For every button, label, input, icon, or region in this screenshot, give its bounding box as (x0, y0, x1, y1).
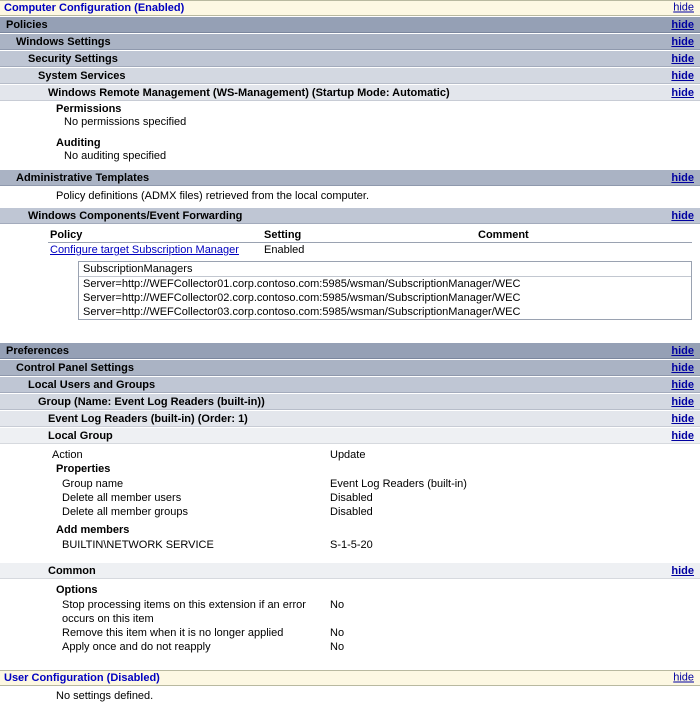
permissions-label: Permissions (56, 103, 122, 115)
section-preferences-label: Preferences (6, 345, 69, 357)
user-configuration-note: No settings defined. (56, 690, 154, 702)
section-system-services[interactable] (0, 67, 700, 84)
hide-link[interactable]: hide (671, 412, 694, 425)
property-key: Group name (62, 478, 124, 490)
hide-link[interactable]: hide (671, 395, 694, 408)
section-event-forwarding-label: Windows Components/Event Forwarding (28, 210, 243, 222)
section-preferences[interactable] (0, 342, 700, 359)
subscription-managers-header: SubscriptionManagers (79, 262, 691, 277)
section-winrm-service-label: Windows Remote Management (WS-Management) (Startup Mode: Automatic) (48, 87, 450, 99)
admx-note: Policy definitions (ADMX files) retrieved from the local computer. (56, 190, 370, 202)
section-group-order[interactable] (0, 410, 700, 427)
hide-link[interactable]: hide (671, 69, 694, 82)
option-row (0, 640, 700, 654)
section-control-panel-settings[interactable] (0, 359, 700, 376)
action-key: Action (52, 449, 83, 461)
subscription-managers-box (78, 261, 692, 320)
option-row (0, 598, 700, 626)
hide-link[interactable]: hide (671, 361, 694, 374)
property-row (0, 477, 700, 491)
section-common[interactable] (0, 562, 700, 579)
section-windows-settings-label: Windows Settings (16, 36, 111, 48)
section-group-order-label: Event Log Readers (built-in) (Order: 1) (48, 413, 248, 425)
property-row (0, 505, 700, 519)
section-control-panel-settings-label: Control Panel Settings (16, 362, 134, 374)
property-value: Event Log Readers (built-in) (330, 478, 467, 490)
property-key: Delete all member users (62, 492, 182, 504)
column-setting: Setting (262, 228, 476, 243)
table-header-row (48, 228, 692, 243)
action-value: Update (330, 449, 366, 461)
property-row (0, 491, 700, 505)
section-windows-settings[interactable] (0, 33, 700, 50)
comment-cell (476, 243, 692, 258)
permissions-value: No permissions specified (64, 116, 187, 128)
section-common-label: Common (48, 565, 96, 577)
options-label: Options (56, 584, 98, 596)
section-local-users-and-groups[interactable] (0, 376, 700, 393)
column-comment: Comment (476, 228, 692, 243)
section-local-group-label: Local Group (48, 430, 113, 442)
event-forwarding-table (48, 228, 692, 257)
section-local-group[interactable] (0, 427, 700, 444)
option-key: Remove this item when it is no longer applied (62, 627, 284, 639)
property-value: Disabled (330, 492, 373, 504)
section-group[interactable] (0, 393, 700, 410)
hide-link[interactable]: hide (673, 671, 694, 684)
user-configuration-header[interactable] (0, 670, 700, 686)
section-winrm-service[interactable] (0, 84, 700, 101)
member-row (0, 538, 700, 552)
hide-link[interactable]: hide (671, 171, 694, 184)
option-value: No (330, 627, 345, 639)
option-key: Stop processing items on this extension if an error occurs on this item (62, 599, 306, 625)
setting-cell: Enabled (264, 244, 305, 256)
option-key: Apply once and do not reapply (62, 641, 211, 653)
spacer (0, 654, 700, 670)
hide-link[interactable]: hide (671, 564, 694, 577)
hide-link[interactable]: hide (671, 86, 694, 99)
policy-link[interactable]: Configure target Subscription Manager (50, 244, 239, 256)
section-system-services-label: System Services (38, 70, 126, 82)
user-configuration-title: User Configuration (Disabled) (4, 672, 160, 684)
option-value: No (330, 641, 345, 653)
section-local-users-and-groups-label: Local Users and Groups (28, 379, 156, 391)
option-value: No (330, 599, 345, 611)
property-key: Delete all member groups (62, 506, 188, 518)
subscription-manager-entry: Server=http://WEFCollector02.corp.contoso.com:5985/wsman/SubscriptionManager/WEC (83, 292, 521, 304)
section-group-label: Group (Name: Event Log Readers (built-in)) (38, 396, 265, 408)
section-security-settings-label: Security Settings (28, 53, 118, 65)
hide-link[interactable]: hide (671, 378, 694, 391)
spacer (0, 552, 700, 562)
properties-label: Properties (56, 463, 111, 475)
section-policies[interactable] (0, 16, 700, 33)
section-administrative-templates[interactable] (0, 169, 700, 186)
hide-link[interactable]: hide (671, 52, 694, 65)
hide-link[interactable]: hide (671, 35, 694, 48)
auditing-value: No auditing specified (64, 150, 167, 162)
option-row (0, 626, 700, 640)
section-event-forwarding[interactable] (0, 207, 700, 224)
section-policies-label: Policies (6, 19, 48, 31)
auditing-label: Auditing (56, 137, 101, 149)
add-members-label: Add members (56, 524, 130, 536)
member-key: BUILTIN\NETWORK SERVICE (62, 539, 214, 551)
table-row (48, 243, 692, 258)
property-value: Disabled (330, 506, 373, 518)
subscription-manager-entry: Server=http://WEFCollector03.corp.contoso.com:5985/wsman/SubscriptionManager/WEC (83, 306, 521, 318)
computer-configuration-title: Computer Configuration (Enabled) (4, 2, 185, 14)
policy-cell (48, 243, 262, 258)
spacer (0, 320, 700, 342)
hide-link[interactable]: hide (671, 429, 694, 442)
hide-link[interactable]: hide (671, 209, 694, 222)
hide-link[interactable]: hide (671, 344, 694, 357)
hide-link[interactable]: hide (671, 18, 694, 31)
member-value: S-1-5-20 (330, 539, 373, 551)
computer-configuration-header[interactable] (0, 0, 700, 16)
subscription-manager-entry: Server=http://WEFCollector01.corp.contoso.com:5985/wsman/SubscriptionManager/WEC (83, 278, 521, 290)
column-policy: Policy (48, 228, 262, 243)
hide-link[interactable]: hide (673, 1, 694, 14)
section-security-settings[interactable] (0, 50, 700, 67)
action-row (0, 448, 700, 462)
section-administrative-templates-label: Administrative Templates (16, 172, 150, 184)
